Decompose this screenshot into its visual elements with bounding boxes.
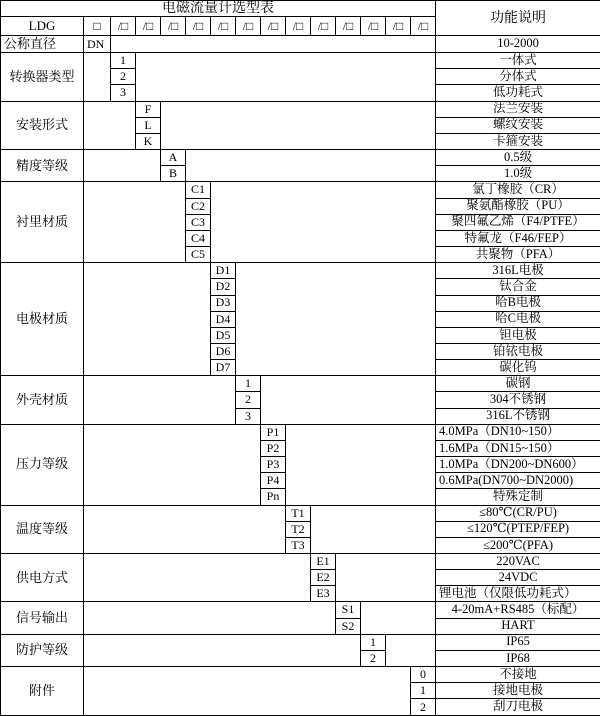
empty-cell xyxy=(161,101,436,149)
code-cell: T1 xyxy=(286,505,311,521)
code-cell: C5 xyxy=(186,247,211,263)
empty-cell xyxy=(386,634,436,666)
description-cell: ≤120℃(PTEP/FEP) xyxy=(436,521,600,537)
code-cell: 1 xyxy=(236,376,261,392)
code-cell: C3 xyxy=(186,214,211,230)
category-converter-type: 转换器类型 xyxy=(1,53,84,101)
description-cell: 特氟龙（F46/FEP） xyxy=(436,230,600,246)
code-cell: D5 xyxy=(211,327,236,343)
description-cell: 刮刀电极 xyxy=(436,699,600,716)
model-slot: /□ xyxy=(261,17,286,36)
model-slot: /□ xyxy=(411,17,436,36)
description-cell: 316L电极 xyxy=(436,263,600,279)
description-cell: 24VDC xyxy=(436,570,600,586)
code-cell: C4 xyxy=(186,230,211,246)
empty-cell xyxy=(236,263,436,376)
empty-cell xyxy=(84,667,411,716)
model-slot: /□ xyxy=(161,17,186,36)
empty-cell xyxy=(84,424,261,505)
description-cell: HART xyxy=(436,618,600,634)
code-cell: 1 xyxy=(361,634,386,650)
description-cell: ≤80℃(CR/PU) xyxy=(436,505,600,521)
code-cell: D1 xyxy=(211,263,236,279)
category-power-supply: 供电方式 xyxy=(1,554,84,602)
code-cell: K xyxy=(136,133,161,149)
description-cell: IP65 xyxy=(436,634,600,650)
model-slot: /□ xyxy=(186,17,211,36)
code-cell: 1 xyxy=(111,53,136,69)
description-cell: 0.6MPa(DN700~DN2000) xyxy=(436,473,600,489)
description-cell: 哈C电极 xyxy=(436,311,600,327)
empty-cell xyxy=(136,53,436,101)
model-slot: /□ xyxy=(111,17,136,36)
category-electrode-material: 电极材质 xyxy=(1,263,84,376)
code-cell: E2 xyxy=(311,570,336,586)
code-cell: P2 xyxy=(261,440,286,456)
description-cell: 低功耗式 xyxy=(436,85,600,101)
empty-cell xyxy=(361,602,436,634)
code-cell: F xyxy=(136,101,161,117)
description-cell: 法兰安装 xyxy=(436,101,600,117)
empty-cell xyxy=(84,150,161,182)
code-cell: D4 xyxy=(211,311,236,327)
code-cell: D3 xyxy=(211,295,236,311)
description-cell: 分体式 xyxy=(436,69,600,85)
model-slot: /□ xyxy=(286,17,311,36)
empty-cell xyxy=(84,554,311,602)
description-cell: 220VAC xyxy=(436,554,600,570)
code-cell: E1 xyxy=(311,554,336,570)
code-cell: A xyxy=(161,150,186,166)
empty-cell xyxy=(111,36,436,53)
code-cell: T2 xyxy=(286,521,311,537)
description-cell: 共聚物（PFA） xyxy=(436,247,600,263)
description-cell: 特殊定制 xyxy=(436,489,600,505)
description-cell: 钽电极 xyxy=(436,327,600,343)
description-cell: 1.6MPa（DN15~150） xyxy=(436,440,600,456)
description-cell: 不接地 xyxy=(436,667,600,683)
code-cell: 2 xyxy=(111,69,136,85)
description-cell: 1.0级 xyxy=(436,166,600,182)
model-slot: /□ xyxy=(311,17,336,36)
code-cell: E3 xyxy=(311,586,336,602)
empty-cell xyxy=(336,554,436,602)
empty-cell xyxy=(261,376,436,424)
code-cell: 2 xyxy=(411,699,436,716)
code-cell: S1 xyxy=(336,602,361,618)
code-cell: L xyxy=(136,117,161,133)
empty-cell xyxy=(84,182,186,263)
description-cell: 锂电池（仅限低功耗式） xyxy=(436,586,600,602)
code-cell: 0 xyxy=(411,667,436,683)
description-cell: 螺纹安装 xyxy=(436,117,600,133)
model-code-box: □ xyxy=(84,17,111,36)
empty-cell xyxy=(186,150,436,182)
code-cell: 2 xyxy=(361,650,386,666)
model-slot: /□ xyxy=(361,17,386,36)
description-cell: IP68 xyxy=(436,650,600,666)
model-slot: /□ xyxy=(136,17,161,36)
function-column-header: 功能说明 xyxy=(436,1,600,36)
description-cell: 碳钢 xyxy=(436,376,600,392)
description-cell: 铂铱电极 xyxy=(436,343,600,359)
description-cell: 304不锈钢 xyxy=(436,392,600,408)
code-cell: P3 xyxy=(261,457,286,473)
code-cell: 3 xyxy=(236,408,261,424)
code-cell: P4 xyxy=(261,473,286,489)
code-cell: Pn xyxy=(261,489,286,505)
category-liner-material: 衬里材质 xyxy=(1,182,84,263)
category-temperature-rating: 温度等级 xyxy=(1,505,84,553)
category-diameter: 公称直径 xyxy=(1,36,84,53)
description-cell: 10-2000 xyxy=(436,36,600,53)
code-cell: 3 xyxy=(111,85,136,101)
description-cell: 1.0MPa（DN200~DN600） xyxy=(436,457,600,473)
code-cell: P1 xyxy=(261,424,286,440)
description-cell: 接地电极 xyxy=(436,683,600,699)
code-cell: 2 xyxy=(236,392,261,408)
description-cell: 钛合金 xyxy=(436,279,600,295)
empty-cell xyxy=(84,376,236,424)
category-accuracy: 精度等级 xyxy=(1,150,84,182)
model-prefix: LDG xyxy=(1,17,84,36)
category-installation: 安装形式 xyxy=(1,101,84,149)
empty-cell xyxy=(211,182,436,263)
code-cell: D7 xyxy=(211,360,236,376)
code-cell: D6 xyxy=(211,343,236,359)
code-cell: S2 xyxy=(336,618,361,634)
description-cell: 0.5级 xyxy=(436,150,600,166)
empty-cell xyxy=(84,634,361,666)
category-pressure-rating: 压力等级 xyxy=(1,424,84,505)
table-title: 电磁流量计选型表 xyxy=(1,1,436,17)
model-slot: /□ xyxy=(211,17,236,36)
category-protection-rating: 防护等级 xyxy=(1,634,84,666)
description-cell: 一体式 xyxy=(436,53,600,69)
empty-cell xyxy=(84,53,111,101)
code-cell: D2 xyxy=(211,279,236,295)
description-cell: 卡箍安装 xyxy=(436,133,600,149)
description-cell: 4.0MPa（DN10~150） xyxy=(436,424,600,440)
model-slot: /□ xyxy=(236,17,261,36)
empty-cell xyxy=(84,101,136,149)
model-slot: /□ xyxy=(336,17,361,36)
code-cell: B xyxy=(161,166,186,182)
description-cell: 碳化钨 xyxy=(436,360,600,376)
empty-cell xyxy=(311,505,436,553)
description-cell: 4-20mA+RS485（标配） xyxy=(436,602,600,618)
code-cell: T3 xyxy=(286,537,311,553)
model-slot: /□ xyxy=(386,17,411,36)
category-accessories: 附件 xyxy=(1,667,84,716)
empty-cell xyxy=(84,263,211,376)
category-signal-output: 信号输出 xyxy=(1,602,84,634)
description-cell: 氯丁橡胶（CR） xyxy=(436,182,600,198)
code-cell: C1 xyxy=(186,182,211,198)
empty-cell xyxy=(84,602,336,634)
empty-cell xyxy=(286,424,436,505)
category-housing-material: 外壳材质 xyxy=(1,376,84,424)
description-cell: 聚四氟乙烯（F4/PTFE） xyxy=(436,214,600,230)
code-cell: 1 xyxy=(411,683,436,699)
empty-cell xyxy=(84,505,286,553)
description-cell: 聚氨酯橡胶（PU） xyxy=(436,198,600,214)
description-cell: 哈B电极 xyxy=(436,295,600,311)
code-cell: C2 xyxy=(186,198,211,214)
code-cell: DN xyxy=(84,36,111,53)
description-cell: ≤200℃(PFA) xyxy=(436,537,600,553)
description-cell: 316L不锈钢 xyxy=(436,408,600,424)
